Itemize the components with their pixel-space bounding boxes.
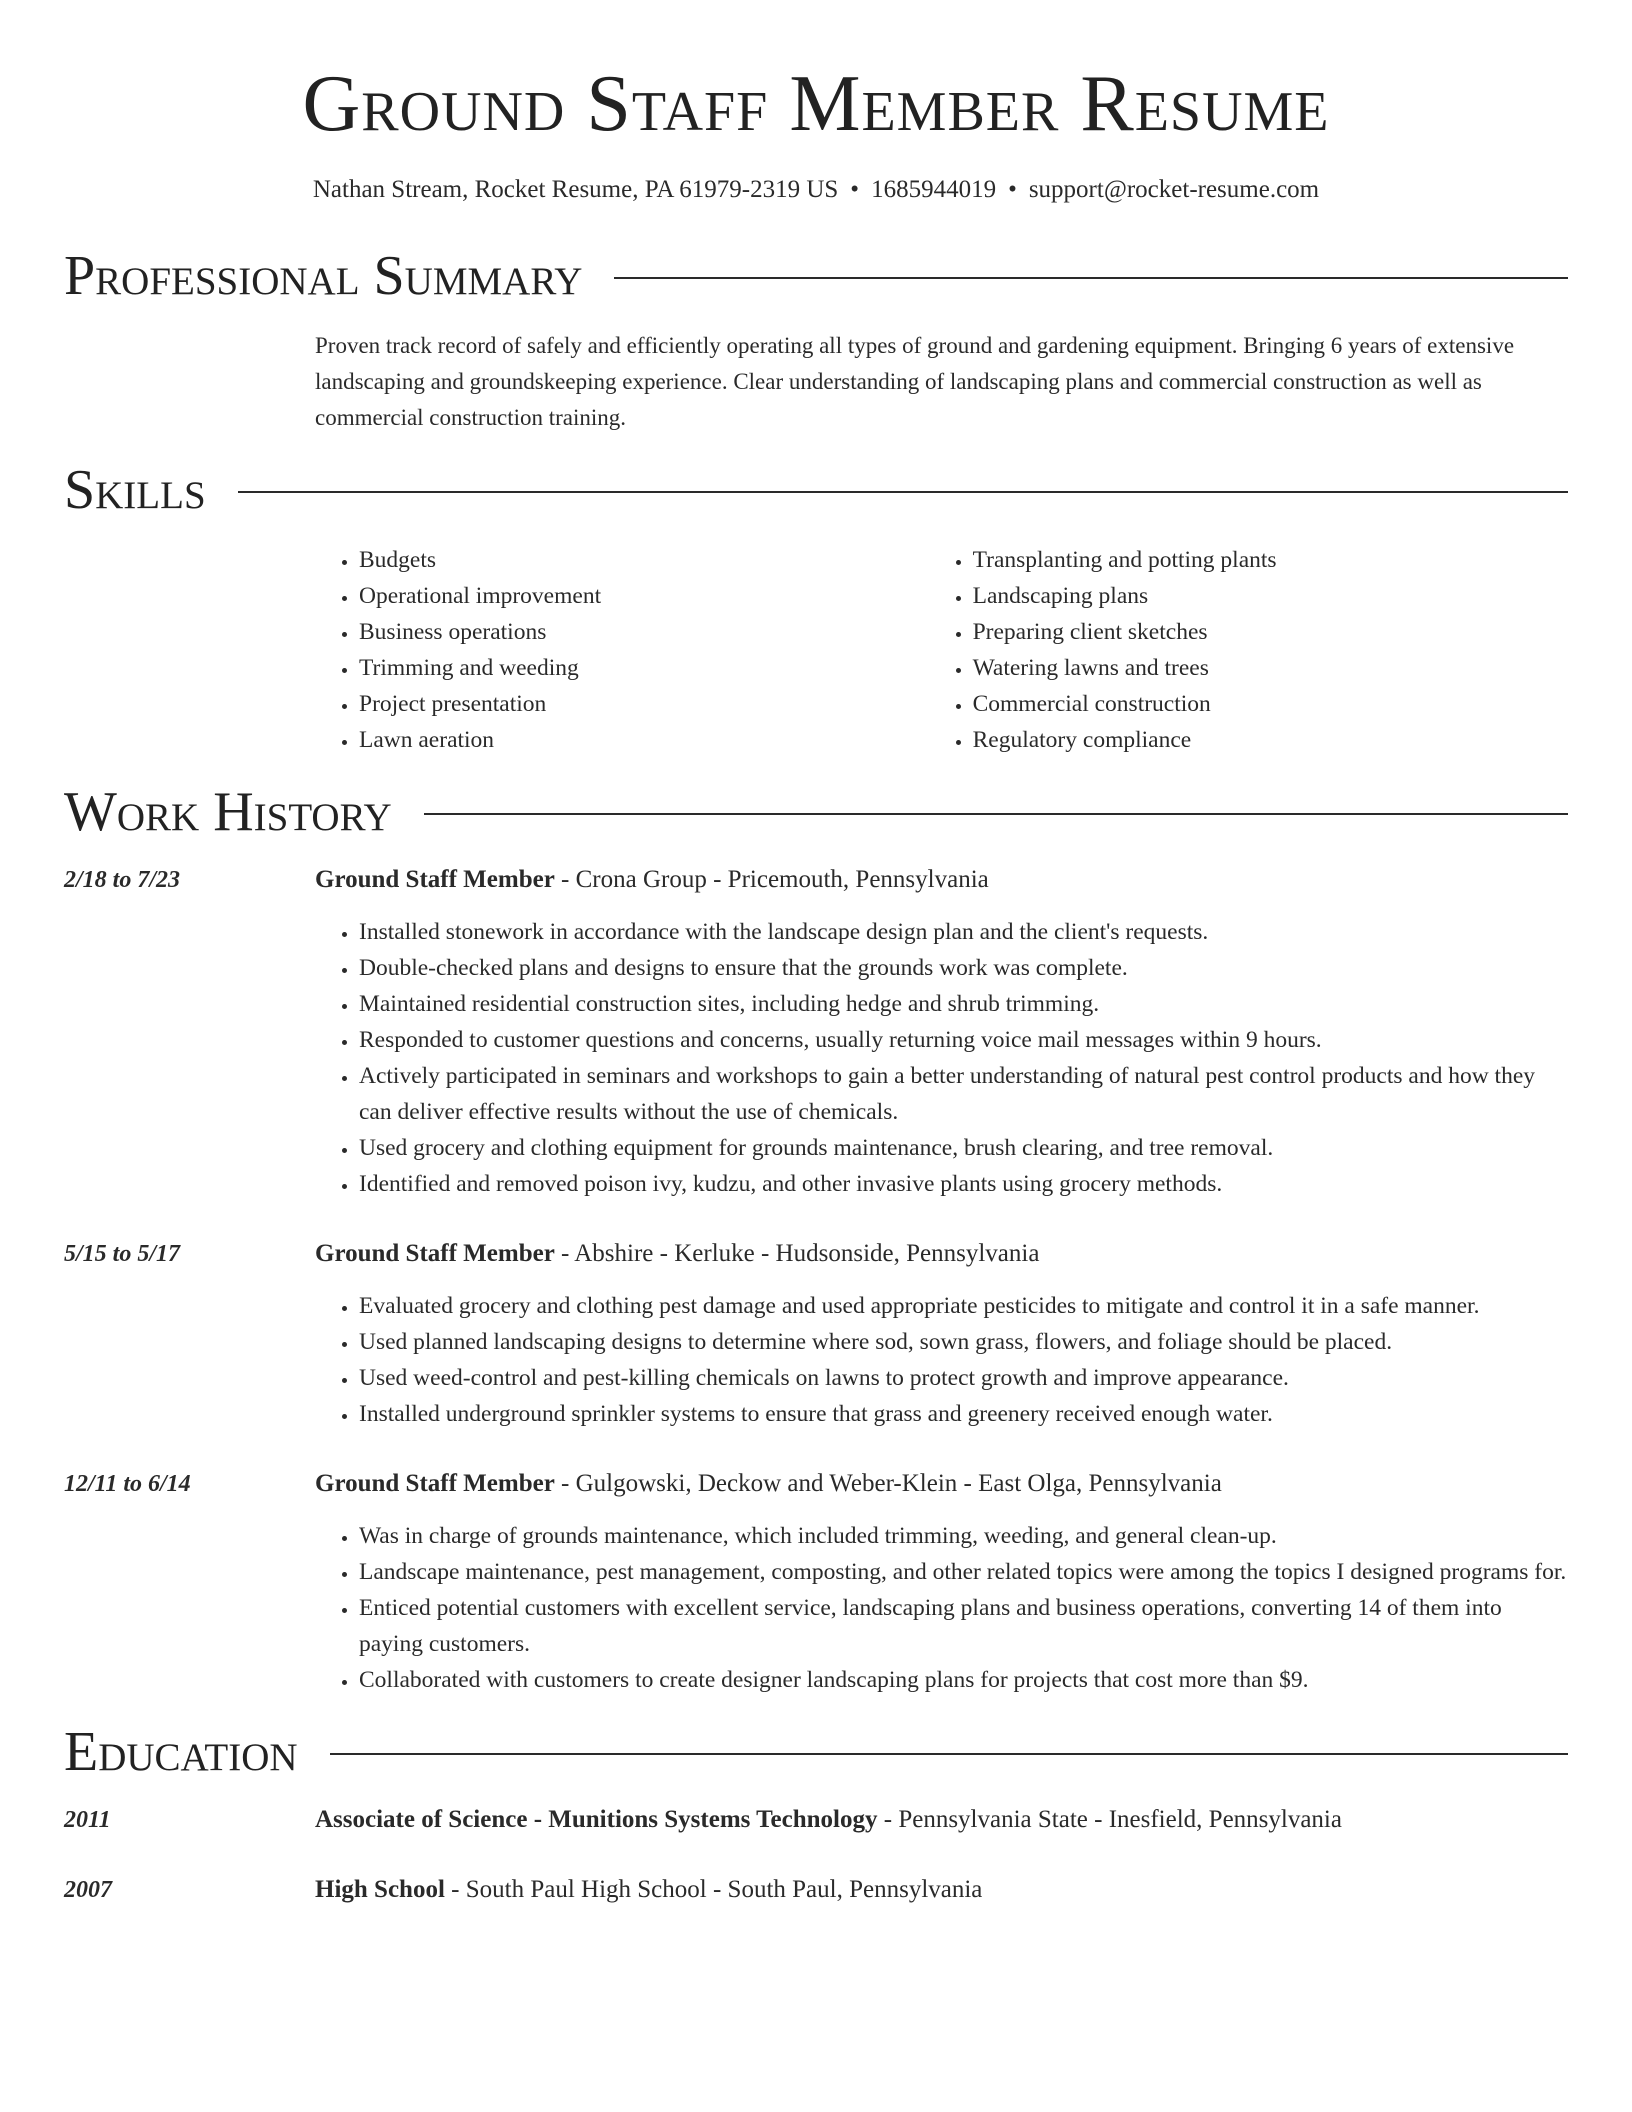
section-header-summary [64,244,1568,308]
education-degree: Associate of Science - Munitions Systems Technology [315,1806,878,1833]
skill-item: • Watering lawns and trees [973,650,1568,686]
section-divider [424,813,1568,815]
job-dates: 12/11 to 6/14 [64,1471,191,1497]
education-heading [315,1872,982,1908]
skill-item: • Trimming and weeding [359,650,929,686]
job-employer: - Abshire - Kerluke - Hudsonside, Pennsylvania [554,1240,1040,1267]
job-bullet: • Double-checked plans and designs to ensure that the grounds work was complete. [359,950,1568,986]
job-entry [64,1236,1568,1432]
job-bullet: • Used weed-control and pest-killing chemicals on lawns to protect growth and improve appearance. [359,1360,1568,1396]
section-header-work [64,780,1568,844]
job-bullet: • Responded to customer questions and concerns, usually returning voice mail messages within 9 hours. [359,1022,1568,1058]
job-bullets [315,1288,1568,1432]
education-year: 2011 [64,1807,111,1833]
job-title: Ground Staff Member [315,1470,555,1497]
job-bullet: • Installed stonework in accordance with the landscape design plan and the client's requests. [359,914,1568,950]
skill-item: • Lawn aeration [359,722,929,758]
section-title: Education [64,1721,298,1783]
job-title: Ground Staff Member [315,1240,555,1267]
education-entry [64,1802,1568,1838]
job-dates: 5/15 to 5/17 [64,1241,181,1267]
education-heading [315,1802,1342,1838]
section-header-education [64,1720,1568,1784]
job-entry [64,1466,1568,1698]
job-bullet: • Was in charge of grounds maintenance, which included trimming, weeding, and general clean-up. [359,1518,1568,1554]
resume-page [64,0,1568,1908]
contact-address: Nathan Stream, Rocket Resume, PA 61979-2319 US [312,176,839,203]
skills-column-left [315,542,929,758]
job-bullet: • Installed underground sprinkler systems to ensure that grass and greenery received enough water. [359,1396,1568,1432]
job-employer: - Gulgowski, Deckow and Weber-Klein - East Olga, Pennsylvania [554,1470,1222,1497]
job-employer: - Crona Group - Pricemouth, Pennsylvania [554,866,989,893]
job-bullets [315,914,1568,1202]
skill-item: • Preparing client sketches [973,614,1568,650]
contact-line [64,174,1568,206]
skill-item: • Commercial construction [973,686,1568,722]
job-heading [315,862,1568,898]
skill-item: • Business operations [359,614,929,650]
skill-item: • Landscaping plans [973,578,1568,614]
section-divider [330,1753,1568,1755]
job-bullet: • Used planned landscaping designs to determine where sod, sown grass, flowers, and foliage should be placed. [359,1324,1568,1360]
education-school: - South Paul High School - South Paul, Pennsylvania [444,1876,983,1903]
section-title: Professional Summary [64,245,583,307]
contact-phone: 1685944019 [871,176,997,203]
job-bullet: • Collaborated with customers to create designer landscaping plans for projects that cost more than $9. [359,1662,1568,1698]
job-bullet: • Identified and removed poison ivy, kudzu, and other invasive plants using grocery methods. [359,1166,1568,1202]
job-bullet: • Landscape maintenance, pest management, composting, and other related topics were among the topics I designed programs for. [359,1554,1568,1590]
skill-item: • Project presentation [359,686,929,722]
bullet-separator: • [850,176,860,203]
skills-list [315,542,1568,758]
skills-column-right [929,542,1568,758]
summary-text: Proven track record of safely and efficiently operating all types of ground and gardening equipment. Bringing 6 years of extensive landscaping and groundskeeping experience. Clear understanding of landscaping plans and commercial construction as well as commercial construction training. [315,333,1515,430]
job-details [315,1466,1568,1698]
education-school: - Pennsylvania State - Inesfield, Pennsylvania [877,1806,1342,1833]
education-degree: High School [315,1876,445,1903]
contact-email: support@rocket-resume.com [1028,176,1320,203]
skill-item: • Transplanting and potting plants [973,542,1568,578]
section-title: Skills [64,459,206,521]
section-divider [238,491,1568,493]
job-bullet: • Evaluated grocery and clothing pest damage and used appropriate pesticides to mitigate and control it in a safe manner. [359,1288,1568,1324]
section-title: Work History [64,781,392,843]
job-entry [64,862,1568,1202]
section-header-skills [64,458,1568,522]
education-year: 2007 [64,1877,112,1903]
job-bullet: • Enticed potential customers with excellent service, landscaping plans and business operations, converting 14 of them into paying customers. [359,1590,1568,1662]
page-title: Ground Staff Member Resume [302,60,1330,148]
job-bullet: • Maintained residential construction sites, including hedge and shrub trimming. [359,986,1568,1022]
section-divider [614,277,1568,279]
job-details [315,862,1568,1202]
job-dates: 2/18 to 7/23 [64,867,181,893]
bullet-separator: • [1008,176,1017,203]
job-bullet: • Actively participated in seminars and workshops to gain a better understanding of natural pest control products and how they can deliver effective results without the use of chemicals. [359,1058,1568,1130]
education-entry [64,1872,1568,1908]
job-bullets [315,1518,1568,1698]
skill-item: • Operational improvement [359,578,929,614]
job-title: Ground Staff Member [315,866,555,893]
job-heading [315,1236,1568,1272]
skill-item: • Budgets [359,542,929,578]
job-heading [315,1466,1568,1502]
skill-item: • Regulatory compliance [973,722,1568,758]
job-details [315,1236,1568,1432]
job-bullet: • Used grocery and clothing equipment for grounds maintenance, brush clearing, and tree removal. [359,1130,1568,1166]
